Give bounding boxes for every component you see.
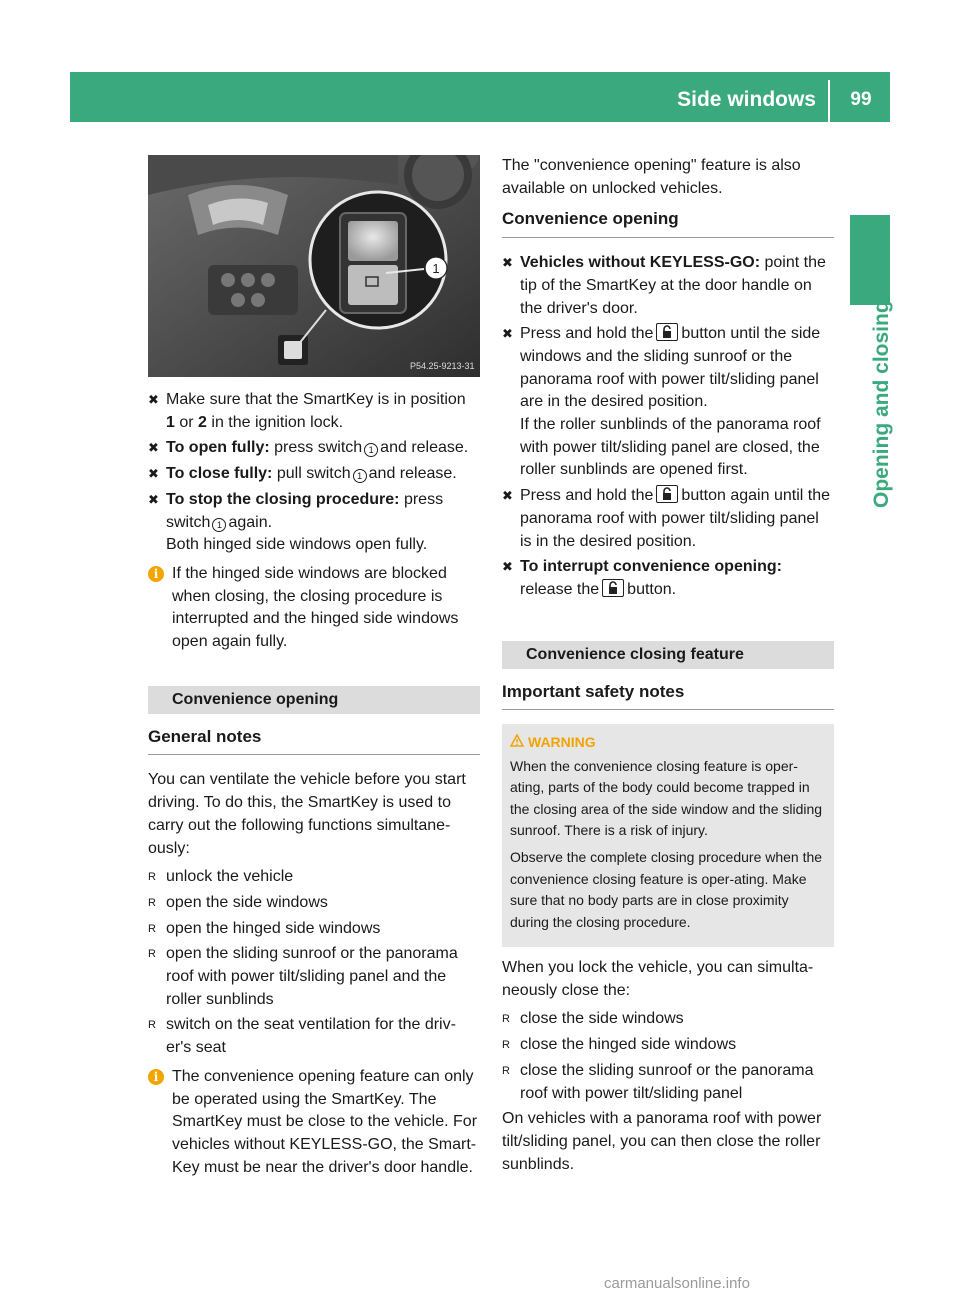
callout-1-icon: 1 bbox=[364, 443, 378, 457]
step-item: ✖ Press and hold the button until the side windows and the sliding sunroof or the panorama roof with power tilt/sliding panel are in the desired position. If the roller sunblinds of the panorama roof with power tilt/sliding panel are closed, the roller sunblinds are opened first. bbox=[502, 325, 821, 479]
bullet-icon: R bbox=[148, 896, 156, 909]
list-item: R unlock the vehicle bbox=[148, 866, 480, 889]
callout-1-icon: 1 bbox=[212, 518, 226, 532]
list-item: R switch on the seat ventilation for the driv-er's seat bbox=[148, 1016, 456, 1057]
step-arrow-icon: ✖ bbox=[502, 488, 513, 504]
step-arrow-icon: ✖ bbox=[502, 326, 513, 342]
bullet-icon: R bbox=[502, 1064, 510, 1077]
paragraph: You can ventilate the vehicle before you start driving. To do this, the SmartKey is used to carry out the following functions simultane-ously: bbox=[148, 771, 466, 857]
right-column bbox=[502, 155, 834, 1182]
warning-title: WARNING bbox=[528, 732, 828, 753]
warning-box bbox=[502, 724, 834, 947]
unlock-icon bbox=[656, 485, 678, 503]
warning-icon bbox=[510, 734, 524, 747]
info-icon: i bbox=[148, 1069, 164, 1085]
list-item: R close the sliding sunroof or the panorama roof with power tilt/sliding panel bbox=[502, 1061, 814, 1102]
callout-1-icon: 1 bbox=[353, 469, 367, 483]
list-item: R open the side windows bbox=[148, 892, 480, 915]
step-arrow-icon: ✖ bbox=[148, 392, 159, 407]
bullet-icon: R bbox=[148, 922, 156, 935]
step-item: ✖ To open fully: press switch 1 and release. bbox=[148, 437, 480, 460]
list-item: R close the side windows bbox=[502, 1008, 834, 1031]
header-divider bbox=[828, 80, 830, 122]
subheading: General notes bbox=[148, 726, 480, 756]
step-arrow-icon: ✖ bbox=[502, 559, 513, 575]
figure-callout-number: 1 bbox=[432, 261, 440, 276]
bullet-icon: R bbox=[148, 1019, 156, 1032]
bullet-icon: R bbox=[502, 1013, 510, 1026]
page-header bbox=[70, 72, 890, 122]
step-item: ✖ To close fully: pull switch 1 and release. bbox=[148, 463, 480, 486]
paragraph: On vehicles with a panorama roof with power tilt/sliding panel, you can then close the roller sunblinds. bbox=[502, 1110, 822, 1173]
door-panel-illustration bbox=[148, 155, 480, 377]
unlock-icon bbox=[602, 579, 624, 597]
subheading: Important safety notes bbox=[502, 681, 834, 711]
bullet-icon: R bbox=[502, 1039, 510, 1052]
bullet-icon: R bbox=[148, 948, 156, 961]
page-number: 99 bbox=[850, 89, 872, 110]
list-item: R close the hinged side windows bbox=[502, 1034, 834, 1057]
list-item: R open the sliding sunroof or the panorama roof with power tilt/sliding panel and the roller sunblinds bbox=[148, 945, 458, 1008]
section-title: Convenience opening bbox=[148, 686, 480, 714]
info-note: i If the hinged side windows are blocked when closing, the closing procedure is interrupted and the hinged side windows open again fully. bbox=[148, 563, 480, 654]
step-arrow-icon: ✖ bbox=[148, 491, 159, 507]
left-column bbox=[148, 155, 480, 1183]
info-icon: i bbox=[148, 566, 164, 582]
bullet-icon: R bbox=[148, 871, 156, 884]
door-switch-photo bbox=[148, 155, 480, 377]
side-section-label: Opening and closing bbox=[870, 300, 893, 508]
step-arrow-icon: ✖ bbox=[148, 466, 159, 482]
list-item: R open the hinged side windows bbox=[148, 918, 480, 941]
unlock-icon bbox=[656, 323, 678, 341]
step-arrow-icon: ✖ bbox=[148, 440, 159, 456]
info-note: i The convenience opening feature can only be operated using the SmartKey. The SmartKey must be close to the vehicle. For vehicles without KEYLESS-GO, the Smart-Key must be near the driver's door handle. bbox=[148, 1066, 480, 1180]
subheading: Convenience opening bbox=[502, 208, 834, 238]
paragraph: When you lock the vehicle, you can simulta-neously close the: bbox=[502, 959, 814, 999]
warning-paragraph: Observe the complete closing procedure when the convenience closing feature is oper-ating. Make sure that no body parts are in close proximity during the closing procedure. bbox=[510, 849, 823, 930]
chapter-title: Side windows bbox=[677, 88, 816, 111]
step-item: ✖ Make sure that the SmartKey is in position 1 or 2 in the ignition lock. bbox=[148, 391, 466, 431]
figure-code: P54.25-9213-31 bbox=[410, 361, 475, 371]
section-title: Convenience closing feature bbox=[502, 641, 834, 669]
step-item: ✖ Press and hold the button again until the panorama roof with power tilt/sliding panel is in the desired position. bbox=[502, 487, 830, 550]
step-item: ✖ Vehicles without KEYLESS-GO: point the tip of the SmartKey at the door handle on the driver's door. bbox=[502, 254, 826, 317]
step-arrow-icon: ✖ bbox=[502, 255, 513, 271]
watermark: carmanualsonline.info bbox=[604, 1275, 750, 1292]
paragraph: The "convenience opening" feature is also available on unlocked vehicles. bbox=[502, 157, 801, 197]
step-item: ✖ To interrupt convenience opening: release the button. bbox=[502, 558, 782, 598]
warning-paragraph: When the convenience closing feature is oper-ating, parts of the body could become trapped in the closing area of the side window and the sliding sunroof. There is a risk of injury. bbox=[510, 757, 823, 838]
step-item: ✖ To stop the closing procedure: press switch 1 again. Both hinged side windows open fully. bbox=[148, 490, 444, 554]
